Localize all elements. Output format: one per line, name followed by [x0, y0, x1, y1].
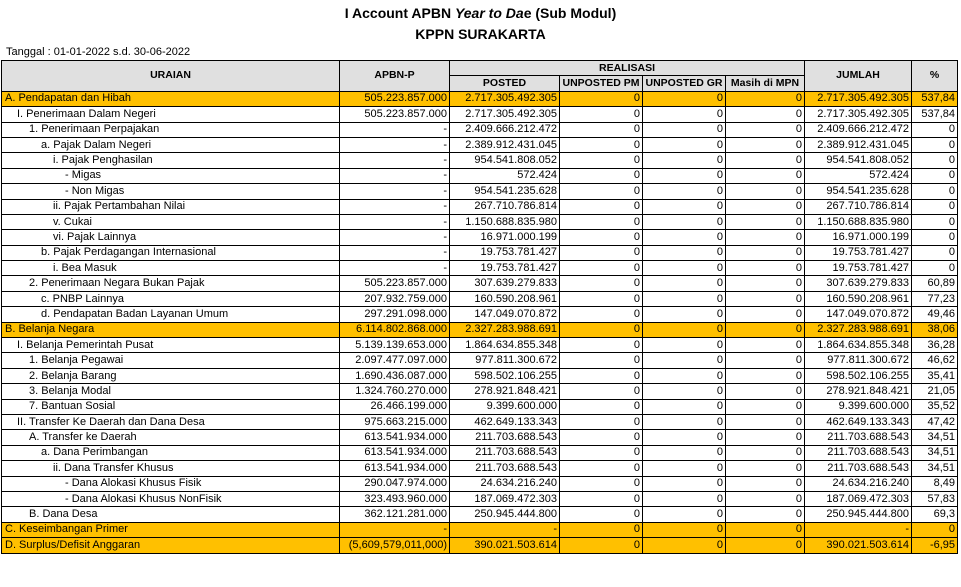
cell-masih-mpn: 0 — [726, 199, 805, 214]
cell-posted: 598.502.106.255 — [450, 368, 560, 383]
cell-apbn: - — [340, 522, 450, 537]
cell-apbn: 26.466.199.000 — [340, 399, 450, 414]
cell-masih-mpn: 0 — [726, 476, 805, 491]
cell-unposted-gr: 0 — [643, 276, 726, 291]
table-row — [2, 122, 958, 137]
cell-masih-mpn: 0 — [726, 291, 805, 306]
cell-uraian: v. Cukai — [2, 214, 340, 229]
report-title-suffix: e (Sub Modul) — [523, 5, 617, 21]
cell-posted: 24.634.216.240 — [450, 476, 560, 491]
cell-uraian: - Dana Alokasi Khusus Fisik — [2, 476, 340, 491]
cell-unposted-pm: 0 — [560, 522, 643, 537]
report-title-italic: Year to Da — [454, 5, 524, 21]
cell-pct: 35,52 — [912, 399, 958, 414]
cell-jumlah: 2.389.912.431.045 — [805, 137, 912, 152]
cell-unposted-gr: 0 — [643, 445, 726, 460]
cell-unposted-pm: 0 — [560, 184, 643, 199]
cell-masih-mpn: 0 — [726, 91, 805, 106]
cell-jumlah: 598.502.106.255 — [805, 368, 912, 383]
cell-unposted-pm: 0 — [560, 137, 643, 152]
cell-pct: 0 — [912, 122, 958, 137]
cell-pct: 0 — [912, 137, 958, 152]
cell-masih-mpn: 0 — [726, 507, 805, 522]
cell-uraian: i. Pajak Penghasilan — [2, 153, 340, 168]
report-title-prefix: I Account APBN — [344, 5, 455, 21]
table-row — [2, 214, 958, 229]
cell-uraian: - Non Migas — [2, 184, 340, 199]
cell-posted: 16.971.000.199 — [450, 230, 560, 245]
cell-posted: 390.021.503.614 — [450, 538, 560, 553]
cell-jumlah: 954.541.235.628 — [805, 184, 912, 199]
cell-pct: 47,42 — [912, 414, 958, 429]
cell-unposted-pm: 0 — [560, 291, 643, 306]
cell-jumlah: 19.753.781.427 — [805, 245, 912, 260]
cell-pct: 0 — [912, 153, 958, 168]
cell-uraian: vi. Pajak Lainnya — [2, 230, 340, 245]
cell-apbn: - — [340, 184, 450, 199]
table-row — [2, 184, 958, 199]
cell-posted: 211.703.688.543 — [450, 430, 560, 445]
cell-unposted-pm: 0 — [560, 507, 643, 522]
cell-uraian: B. Dana Desa — [2, 507, 340, 522]
table-row — [2, 338, 958, 353]
cell-unposted-pm: 0 — [560, 430, 643, 445]
table-body — [2, 91, 958, 553]
cell-posted: 954.541.235.628 — [450, 184, 560, 199]
cell-pct: 69,3 — [912, 507, 958, 522]
cell-jumlah: 187.069.472.303 — [805, 491, 912, 506]
cell-apbn: - — [340, 137, 450, 152]
table-row — [2, 507, 958, 522]
table-row — [2, 291, 958, 306]
cell-apbn: 323.493.960.000 — [340, 491, 450, 506]
cell-uraian: B. Belanja Negara — [2, 322, 340, 337]
table-row — [2, 430, 958, 445]
table-row — [2, 153, 958, 168]
cell-uraian: 1. Belanja Pegawai — [2, 353, 340, 368]
cell-pct: 0 — [912, 245, 958, 260]
cell-masih-mpn: 0 — [726, 368, 805, 383]
cell-uraian: - Dana Alokasi Khusus NonFisik — [2, 491, 340, 506]
cell-jumlah: 1.864.634.855.348 — [805, 338, 912, 353]
report-subtitle: KPPN SURAKARTA — [415, 26, 546, 42]
cell-unposted-pm: 0 — [560, 399, 643, 414]
cell-masih-mpn: 0 — [726, 245, 805, 260]
cell-uraian: A. Pendapatan dan Hibah — [2, 91, 340, 106]
cell-unposted-gr: 0 — [643, 476, 726, 491]
cell-posted: 462.649.133.343 — [450, 414, 560, 429]
col-realisasi: REALISASI — [450, 61, 805, 76]
cell-unposted-gr: 0 — [643, 261, 726, 276]
cell-unposted-gr: 0 — [643, 491, 726, 506]
cell-unposted-gr: 0 — [643, 107, 726, 122]
cell-unposted-gr: 0 — [643, 522, 726, 537]
cell-jumlah: 250.945.444.800 — [805, 507, 912, 522]
cell-jumlah: 24.634.216.240 — [805, 476, 912, 491]
cell-uraian: a. Dana Perimbangan — [2, 445, 340, 460]
apbn-table — [1, 60, 958, 554]
cell-masih-mpn: 0 — [726, 137, 805, 152]
table-row — [2, 384, 958, 399]
cell-uraian: D. Surplus/Defisit Anggaran — [2, 538, 340, 553]
cell-apbn: 6.114.802.868.000 — [340, 322, 450, 337]
cell-pct: -6,95 — [912, 538, 958, 553]
cell-unposted-gr: 0 — [643, 91, 726, 106]
table-row — [2, 245, 958, 260]
cell-uraian: 1. Penerimaan Perpajakan — [2, 122, 340, 137]
cell-jumlah: 211.703.688.543 — [805, 445, 912, 460]
cell-unposted-pm: 0 — [560, 122, 643, 137]
cell-uraian: - Migas — [2, 168, 340, 183]
cell-unposted-gr: 0 — [643, 368, 726, 383]
cell-masih-mpn: 0 — [726, 491, 805, 506]
table-row — [2, 445, 958, 460]
cell-posted: 2.389.912.431.045 — [450, 137, 560, 152]
table-row — [2, 461, 958, 476]
table-row — [2, 353, 958, 368]
cell-pct: 36,28 — [912, 338, 958, 353]
cell-masih-mpn: 0 — [726, 261, 805, 276]
cell-uraian: ii. Pajak Pertambahan Nilai — [2, 199, 340, 214]
cell-pct: 38,06 — [912, 322, 958, 337]
cell-unposted-gr: 0 — [643, 507, 726, 522]
cell-posted: 9.399.600.000 — [450, 399, 560, 414]
cell-masih-mpn: 0 — [726, 184, 805, 199]
cell-unposted-pm: 0 — [560, 538, 643, 553]
table-row — [2, 91, 958, 106]
cell-pct: 77,23 — [912, 291, 958, 306]
cell-pct: 537,84 — [912, 107, 958, 122]
cell-pct: 34,51 — [912, 430, 958, 445]
cell-apbn: 5.139.139.653.000 — [340, 338, 450, 353]
cell-unposted-pm: 0 — [560, 214, 643, 229]
cell-apbn: 505.223.857.000 — [340, 276, 450, 291]
cell-unposted-gr: 0 — [643, 199, 726, 214]
cell-uraian: d. Pendapatan Badan Layanan Umum — [2, 307, 340, 322]
cell-jumlah: - — [805, 522, 912, 537]
cell-unposted-gr: 0 — [643, 184, 726, 199]
cell-unposted-pm: 0 — [560, 338, 643, 353]
cell-pct: 35,41 — [912, 368, 958, 383]
cell-posted: 572.424 — [450, 168, 560, 183]
cell-pct: 60,89 — [912, 276, 958, 291]
cell-masih-mpn: 0 — [726, 214, 805, 229]
cell-apbn: 297.291.098.000 — [340, 307, 450, 322]
col-unposted-gr: UNPOSTED GR — [643, 76, 726, 91]
cell-masih-mpn: 0 — [726, 522, 805, 537]
cell-apbn: 613.541.934.000 — [340, 430, 450, 445]
cell-jumlah: 390.021.503.614 — [805, 538, 912, 553]
cell-unposted-pm: 0 — [560, 461, 643, 476]
cell-unposted-gr: 0 — [643, 399, 726, 414]
cell-unposted-gr: 0 — [643, 338, 726, 353]
cell-masih-mpn: 0 — [726, 414, 805, 429]
cell-uraian: C. Keseimbangan Primer — [2, 522, 340, 537]
cell-masih-mpn: 0 — [726, 461, 805, 476]
cell-masih-mpn: 0 — [726, 230, 805, 245]
cell-masih-mpn: 0 — [726, 307, 805, 322]
table-row — [2, 522, 958, 537]
table-row — [2, 261, 958, 276]
cell-apbn: 1.324.760.270.000 — [340, 384, 450, 399]
cell-jumlah: 2.409.666.212.472 — [805, 122, 912, 137]
cell-apbn: 613.541.934.000 — [340, 445, 450, 460]
cell-unposted-pm: 0 — [560, 107, 643, 122]
cell-unposted-gr: 0 — [643, 430, 726, 445]
cell-apbn: 290.047.974.000 — [340, 476, 450, 491]
table-row — [2, 322, 958, 337]
cell-jumlah: 211.703.688.543 — [805, 430, 912, 445]
report-title — [0, 4, 961, 22]
cell-pct: 49,46 — [912, 307, 958, 322]
cell-unposted-pm: 0 — [560, 368, 643, 383]
cell-apbn: - — [340, 230, 450, 245]
cell-pct: 0 — [912, 230, 958, 245]
cell-unposted-gr: 0 — [643, 353, 726, 368]
cell-posted: 211.703.688.543 — [450, 461, 560, 476]
cell-unposted-pm: 0 — [560, 91, 643, 106]
table-row — [2, 137, 958, 152]
cell-masih-mpn: 0 — [726, 430, 805, 445]
cell-unposted-pm: 0 — [560, 230, 643, 245]
col-posted: POSTED — [450, 76, 560, 91]
cell-uraian: 7. Bantuan Sosial — [2, 399, 340, 414]
cell-uraian: a. Pajak Dalam Negeri — [2, 137, 340, 152]
cell-jumlah: 572.424 — [805, 168, 912, 183]
cell-uraian: i. Bea Masuk — [2, 261, 340, 276]
table-row — [2, 107, 958, 122]
cell-jumlah: 9.399.600.000 — [805, 399, 912, 414]
cell-pct: 0 — [912, 522, 958, 537]
cell-jumlah: 16.971.000.199 — [805, 230, 912, 245]
cell-unposted-gr: 0 — [643, 538, 726, 553]
cell-unposted-pm: 0 — [560, 353, 643, 368]
table-row — [2, 168, 958, 183]
cell-jumlah: 2.327.283.988.691 — [805, 322, 912, 337]
cell-pct: 0 — [912, 261, 958, 276]
cell-apbn: 505.223.857.000 — [340, 107, 450, 122]
date-range: Tanggal : 01-01-2022 s.d. 30-06-2022 — [6, 46, 191, 58]
cell-apbn: - — [340, 245, 450, 260]
cell-unposted-pm: 0 — [560, 199, 643, 214]
cell-posted: 19.753.781.427 — [450, 261, 560, 276]
cell-masih-mpn: 0 — [726, 153, 805, 168]
cell-pct: 46,62 — [912, 353, 958, 368]
cell-pct: 0 — [912, 168, 958, 183]
cell-uraian: c. PNBP Lainnya — [2, 291, 340, 306]
table-row — [2, 307, 958, 322]
cell-pct: 57,83 — [912, 491, 958, 506]
cell-posted: 954.541.808.052 — [450, 153, 560, 168]
cell-unposted-pm: 0 — [560, 414, 643, 429]
cell-masih-mpn: 0 — [726, 384, 805, 399]
cell-uraian: 2. Belanja Barang — [2, 368, 340, 383]
cell-unposted-pm: 0 — [560, 322, 643, 337]
table-row — [2, 276, 958, 291]
col-pct: % — [912, 61, 958, 92]
cell-unposted-pm: 0 — [560, 491, 643, 506]
table-row — [2, 230, 958, 245]
cell-apbn: 362.121.281.000 — [340, 507, 450, 522]
cell-jumlah: 267.710.786.814 — [805, 199, 912, 214]
cell-uraian: 3. Belanja Modal — [2, 384, 340, 399]
cell-jumlah: 278.921.848.421 — [805, 384, 912, 399]
cell-pct: 21,05 — [912, 384, 958, 399]
cell-uraian: ii. Dana Transfer Khusus — [2, 461, 340, 476]
cell-apbn: (5,609,579,011,000) — [340, 538, 450, 553]
cell-apbn: - — [340, 214, 450, 229]
cell-unposted-gr: 0 — [643, 168, 726, 183]
cell-posted: 1.150.688.835.980 — [450, 214, 560, 229]
cell-unposted-gr: 0 — [643, 414, 726, 429]
table-row — [2, 476, 958, 491]
cell-jumlah: 1.150.688.835.980 — [805, 214, 912, 229]
cell-apbn: 505.223.857.000 — [340, 91, 450, 106]
cell-posted: 278.921.848.421 — [450, 384, 560, 399]
cell-posted: 977.811.300.672 — [450, 353, 560, 368]
col-jumlah: JUMLAH — [805, 61, 912, 92]
cell-unposted-pm: 0 — [560, 168, 643, 183]
cell-pct: 34,51 — [912, 445, 958, 460]
cell-uraian: II. Transfer Ke Daerah dan Dana Desa — [2, 414, 340, 429]
cell-posted: - — [450, 522, 560, 537]
cell-unposted-pm: 0 — [560, 261, 643, 276]
cell-jumlah: 2.717.305.492.305 — [805, 91, 912, 106]
col-masih-mpn: Masih di MPN — [726, 76, 805, 91]
cell-uraian: I. Belanja Pemerintah Pusat — [2, 338, 340, 353]
cell-posted: 250.945.444.800 — [450, 507, 560, 522]
cell-unposted-gr: 0 — [643, 291, 726, 306]
cell-masih-mpn: 0 — [726, 276, 805, 291]
cell-masih-mpn: 0 — [726, 168, 805, 183]
cell-apbn: - — [340, 261, 450, 276]
cell-apbn: 207.932.759.000 — [340, 291, 450, 306]
cell-unposted-gr: 0 — [643, 137, 726, 152]
cell-masih-mpn: 0 — [726, 107, 805, 122]
cell-jumlah: 19.753.781.427 — [805, 261, 912, 276]
cell-unposted-gr: 0 — [643, 307, 726, 322]
cell-masih-mpn: 0 — [726, 538, 805, 553]
cell-jumlah: 954.541.808.052 — [805, 153, 912, 168]
table-row — [2, 491, 958, 506]
cell-pct: 0 — [912, 199, 958, 214]
cell-uraian: A. Transfer ke Daerah — [2, 430, 340, 445]
cell-masih-mpn: 0 — [726, 338, 805, 353]
cell-posted: 2.327.283.988.691 — [450, 322, 560, 337]
cell-posted: 160.590.208.961 — [450, 291, 560, 306]
col-unposted-pm: UNPOSTED PM — [560, 76, 643, 91]
cell-posted: 211.703.688.543 — [450, 445, 560, 460]
cell-unposted-gr: 0 — [643, 384, 726, 399]
cell-posted: 307.639.279.833 — [450, 276, 560, 291]
cell-pct: 537,84 — [912, 91, 958, 106]
cell-apbn: - — [340, 168, 450, 183]
table-row — [2, 538, 958, 553]
cell-jumlah: 977.811.300.672 — [805, 353, 912, 368]
table-row — [2, 414, 958, 429]
cell-apbn: - — [340, 199, 450, 214]
cell-posted: 187.069.472.303 — [450, 491, 560, 506]
table-row — [2, 199, 958, 214]
cell-masih-mpn: 0 — [726, 353, 805, 368]
cell-masih-mpn: 0 — [726, 445, 805, 460]
cell-unposted-pm: 0 — [560, 476, 643, 491]
cell-masih-mpn: 0 — [726, 399, 805, 414]
cell-apbn: 1.690.436.087.000 — [340, 368, 450, 383]
cell-unposted-gr: 0 — [643, 230, 726, 245]
cell-jumlah: 307.639.279.833 — [805, 276, 912, 291]
cell-pct: 0 — [912, 184, 958, 199]
cell-unposted-pm: 0 — [560, 153, 643, 168]
table-row — [2, 399, 958, 414]
table-row — [2, 368, 958, 383]
cell-jumlah: 211.703.688.543 — [805, 461, 912, 476]
cell-pct: 0 — [912, 214, 958, 229]
cell-masih-mpn: 0 — [726, 322, 805, 337]
cell-unposted-gr: 0 — [643, 122, 726, 137]
cell-unposted-gr: 0 — [643, 245, 726, 260]
cell-apbn: 975.663.215.000 — [340, 414, 450, 429]
cell-unposted-gr: 0 — [643, 153, 726, 168]
cell-unposted-pm: 0 — [560, 276, 643, 291]
cell-unposted-gr: 0 — [643, 322, 726, 337]
cell-apbn: - — [340, 153, 450, 168]
cell-pct: 8,49 — [912, 476, 958, 491]
cell-pct: 34,51 — [912, 461, 958, 476]
col-uraian: URAIAN — [2, 61, 340, 92]
cell-posted: 2.717.305.492.305 — [450, 91, 560, 106]
cell-unposted-pm: 0 — [560, 445, 643, 460]
cell-unposted-gr: 0 — [643, 214, 726, 229]
cell-posted: 2.409.666.212.472 — [450, 122, 560, 137]
cell-apbn: 2.097.477.097.000 — [340, 353, 450, 368]
col-apbn: APBN-P — [340, 61, 450, 92]
cell-unposted-pm: 0 — [560, 307, 643, 322]
cell-posted: 147.049.070.872 — [450, 307, 560, 322]
cell-posted: 267.710.786.814 — [450, 199, 560, 214]
cell-uraian: I. Penerimaan Dalam Negeri — [2, 107, 340, 122]
cell-unposted-pm: 0 — [560, 384, 643, 399]
cell-unposted-pm: 0 — [560, 245, 643, 260]
cell-jumlah: 462.649.133.343 — [805, 414, 912, 429]
cell-uraian: b. Pajak Perdagangan Internasional — [2, 245, 340, 260]
cell-uraian: 2. Penerimaan Negara Bukan Pajak — [2, 276, 340, 291]
cell-posted: 1.864.634.855.348 — [450, 338, 560, 353]
cell-apbn: 613.541.934.000 — [340, 461, 450, 476]
cell-posted: 19.753.781.427 — [450, 245, 560, 260]
cell-masih-mpn: 0 — [726, 122, 805, 137]
cell-posted: 2.717.305.492.305 — [450, 107, 560, 122]
cell-jumlah: 160.590.208.961 — [805, 291, 912, 306]
cell-jumlah: 2.717.305.492.305 — [805, 107, 912, 122]
cell-apbn: - — [340, 122, 450, 137]
cell-unposted-gr: 0 — [643, 461, 726, 476]
cell-jumlah: 147.049.070.872 — [805, 307, 912, 322]
